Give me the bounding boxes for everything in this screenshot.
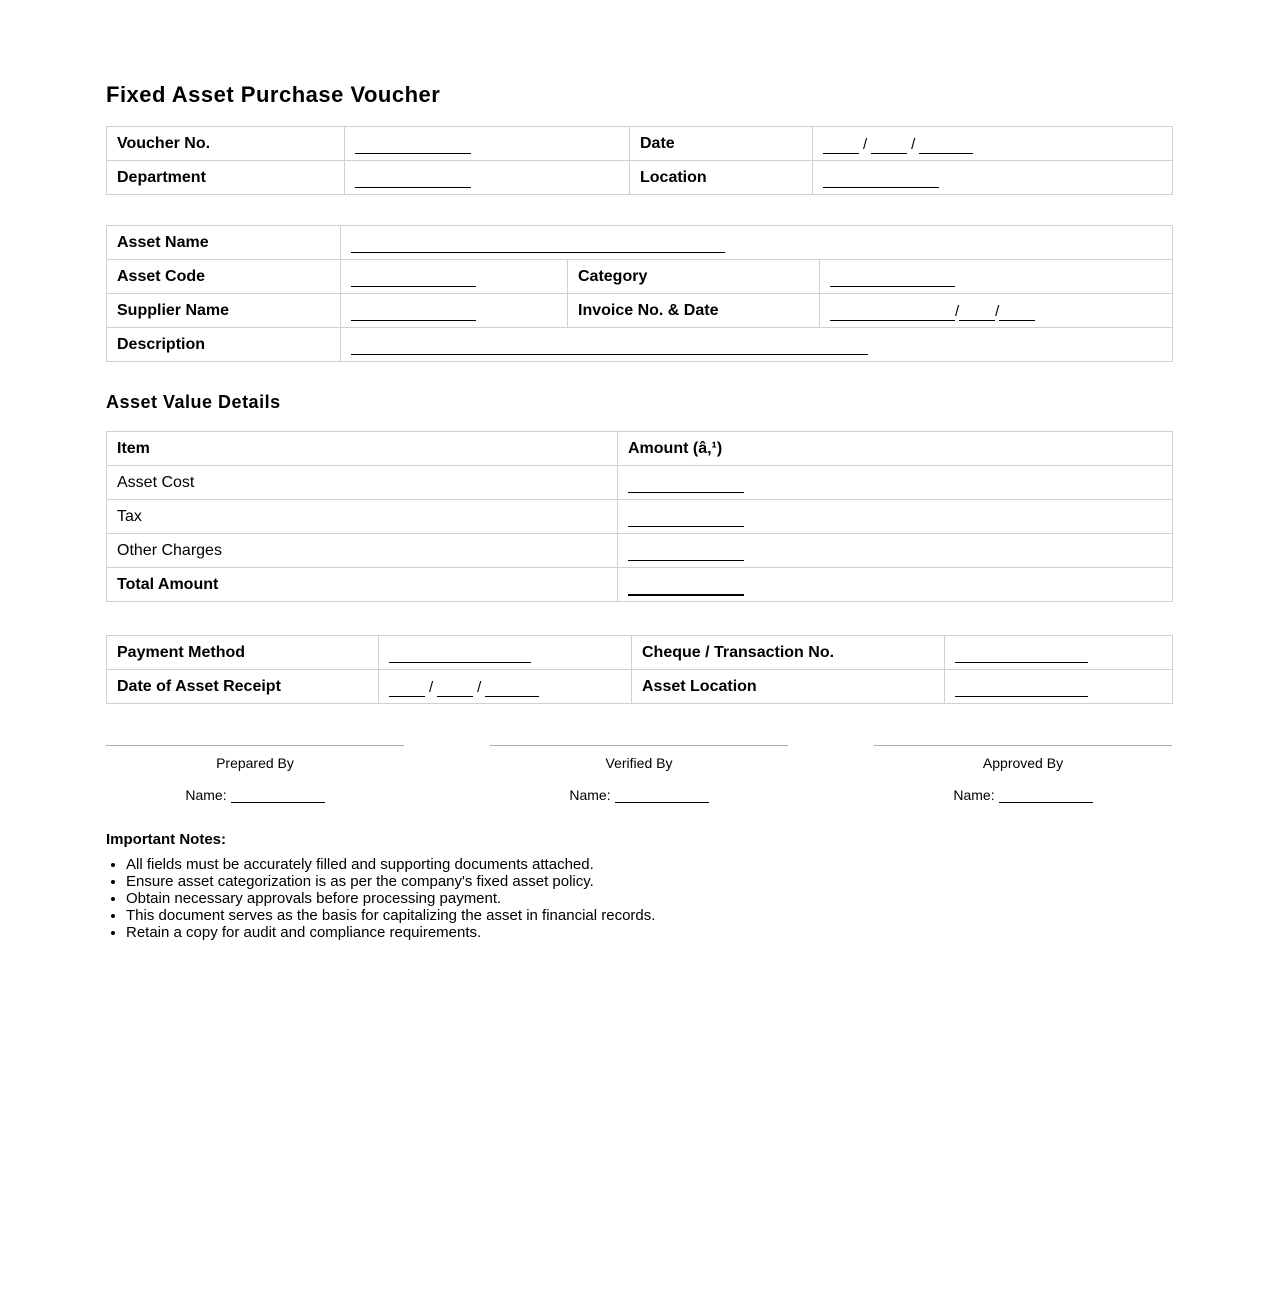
asset-location-field[interactable]: [945, 670, 1173, 704]
date-field[interactable]: [813, 127, 1173, 161]
name-row: [106, 787, 404, 805]
supplier-name-label: Supplier Name: [107, 294, 341, 328]
invoice-field[interactable]: [820, 294, 1173, 328]
asset-code-label: Asset Code: [107, 260, 341, 294]
description-label: Description: [107, 328, 341, 362]
date-separator: /: [863, 136, 868, 153]
invoice-label: Invoice No. & Date: [568, 294, 820, 328]
name-row: [490, 787, 788, 805]
tax-field[interactable]: [618, 500, 1173, 534]
date-separator: /: [955, 303, 960, 320]
department-field[interactable]: [345, 161, 630, 195]
other-charges-field[interactable]: [618, 534, 1173, 568]
date-separator: /: [911, 136, 916, 153]
other-charges-label: Other Charges: [107, 534, 618, 568]
department-label: Department: [107, 161, 345, 195]
prepared-by-label: Prepared By: [216, 755, 294, 771]
name-field[interactable]: [615, 790, 709, 803]
date-label: Date: [630, 127, 813, 161]
asset-receipt-date-label: Date of Asset Receipt: [107, 670, 379, 704]
description-field[interactable]: [341, 328, 1173, 362]
list-item: • Obtain necessary approvals before processing payment.: [126, 890, 655, 907]
date-separator: /: [429, 679, 434, 696]
asset-name-field[interactable]: [341, 226, 1173, 260]
table-row: [107, 568, 1173, 602]
name-label: Name:: [953, 787, 995, 803]
signature-line[interactable]: [490, 745, 788, 746]
table-row: [107, 466, 1173, 500]
date-separator: /: [995, 303, 1000, 320]
asset-receipt-date-field[interactable]: [379, 670, 632, 704]
column-header-item: Item: [107, 432, 618, 466]
total-amount-label: Total Amount: [107, 568, 618, 602]
tax-label: Tax: [107, 500, 618, 534]
name-row: [874, 787, 1172, 805]
signature-line[interactable]: [106, 745, 404, 746]
column-header-amount: Amount (â‚¹): [618, 432, 1173, 466]
approved-by-label: Approved By: [982, 755, 1064, 771]
table-row: [107, 226, 1173, 260]
name-label: Name:: [185, 787, 227, 803]
table-row: [107, 294, 1173, 328]
cheque-transaction-label: Cheque / Transaction No.: [632, 636, 945, 670]
name-label: Name:: [569, 787, 611, 803]
table-row: [107, 636, 1173, 670]
signature-verified: [490, 745, 788, 805]
voucher-no-label: Voucher No.: [107, 127, 345, 161]
table-row: [107, 161, 1173, 195]
signature-approved: [874, 745, 1172, 805]
asset-info-table: [106, 225, 1173, 362]
table-row: [107, 670, 1173, 704]
table-header-row: [107, 432, 1173, 466]
list-item: • Retain a copy for audit and compliance requirements.: [126, 924, 655, 941]
voucher-header-table: [106, 126, 1173, 195]
important-notes-heading: Important Notes:: [106, 831, 226, 848]
asset-value-table: [106, 431, 1173, 602]
asset-location-label: Asset Location: [632, 670, 945, 704]
table-row: [107, 127, 1173, 161]
location-field[interactable]: [813, 161, 1173, 195]
name-field[interactable]: [999, 790, 1093, 803]
page-title: Fixed Asset Purchase Voucher: [106, 82, 441, 107]
list-item: • All fields must be accurately filled and supporting documents attached.: [126, 856, 655, 873]
table-row: [107, 260, 1173, 294]
asset-code-field[interactable]: [341, 260, 568, 294]
verified-by-label: Verified By: [605, 755, 673, 771]
list-item: • This document serves as the basis for capitalizing the asset in financial records.: [126, 907, 655, 924]
list-item: • Ensure asset categorization is as per the company's fixed asset policy.: [126, 873, 655, 890]
asset-value-heading: Asset Value Details: [106, 392, 281, 412]
cheque-transaction-field[interactable]: [945, 636, 1173, 670]
payment-method-label: Payment Method: [107, 636, 379, 670]
asset-cost-field[interactable]: [618, 466, 1173, 500]
date-separator: /: [477, 679, 482, 696]
table-row: [107, 500, 1173, 534]
table-row: [107, 534, 1173, 568]
payment-method-field[interactable]: [379, 636, 632, 670]
table-row: [107, 328, 1173, 362]
voucher-no-field[interactable]: [345, 127, 630, 161]
important-notes-list: [106, 856, 655, 941]
signature-line[interactable]: [874, 745, 1172, 746]
category-label: Category: [568, 260, 820, 294]
payment-table: [106, 635, 1173, 704]
asset-cost-label: Asset Cost: [107, 466, 618, 500]
asset-name-label: Asset Name: [107, 226, 341, 260]
location-label: Location: [630, 161, 813, 195]
category-field[interactable]: [820, 260, 1173, 294]
signature-prepared: [106, 745, 404, 805]
supplier-name-field[interactable]: [341, 294, 568, 328]
total-amount-field[interactable]: [618, 568, 1173, 602]
name-field[interactable]: [231, 790, 325, 803]
